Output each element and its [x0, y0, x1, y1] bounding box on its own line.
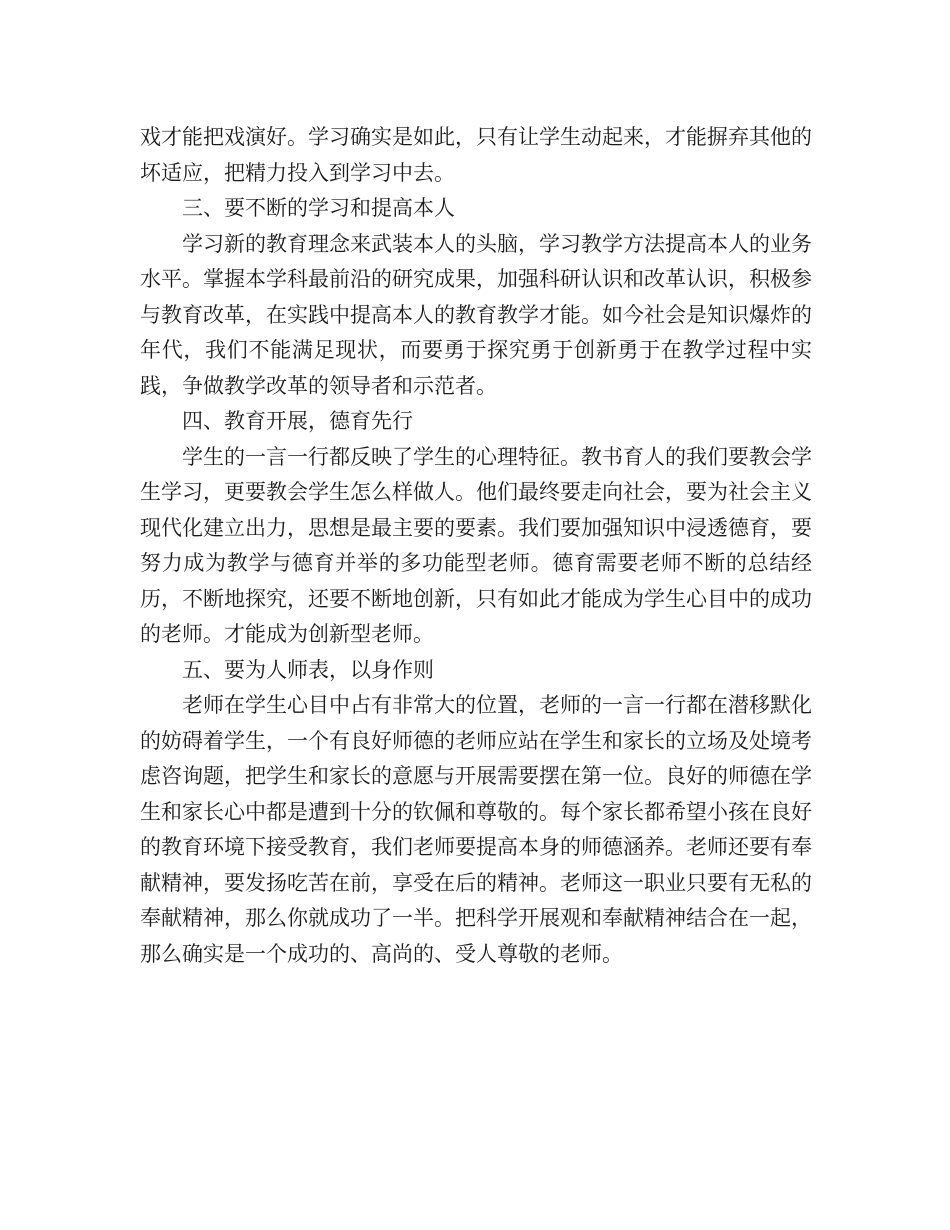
- section-body-4: 学生的一言一行都反映了学生的心理特征。教书育人的我们要教会学生学习，更要教会学生怎么样做人。他们最终要走向社会，要为社会主义现代化建立出力，思想是最主要的要素。我们要加强知识中浸透德育，要努力成为教学与德育并举的多功能型老师。德育需要老师不断的总结经历，不断地探究，还要不断地创新，只有如此才能成为学生心目中的成功的老师。才能成为创新型老师。: [140, 444, 812, 646]
- section-body-3: 学习新的教育理念来武装本人的头脑，学习教学方法提高本人的业务水平。掌握本学科最前沿的研究成果，加强科研认识和改革认识，积极参与教育改革，在实践中提高本人的教育教学才能。如今社会是知识爆炸的年代，我们不能满足现状，而要勇于探究勇于创新勇于在教学过程中实践，争做教学改革的领导者和示范者。: [140, 231, 812, 398]
- document-page: [140, 120, 812, 972]
- section-heading-5: 五、要为人师表，以身作则: [182, 657, 434, 682]
- section-heading-4: 四、教育开展，德育先行: [182, 409, 413, 433]
- section-body-5: 老师在学生心目中占有非常大的位置，老师的一言一行都在潜移默化的妨碍着学生，一个有良好师德的老师应站在学生和家长的立场及处境考虑咨询题，把学生和家长的意愿与开展需要摆在第一位。良好的师德在学生和家长心中都是遭到十分的钦佩和尊敬的。每个家长都希望小孩在良好的教育环境下接受教育，我们老师要提高本身的师德涵养。老师还要有奉献精神，要发扬吃苦在前，享受在后的精神。老师这一职业只要有无私的奉献精神，那么你就成功了一半。把科学开展观和奉献精神结合在一起，那么确实是一个成功的、高尚的、受人尊敬的老师。: [140, 693, 812, 966]
- section-heading-3: 三、要不断的学习和提高本人: [182, 196, 455, 220]
- continuation-paragraph: 戏才能把戏演好。学习确实是如此，只有让学生动起来，才能摒弃其他的坏适应，把精力投入到学习中去。: [140, 125, 812, 185]
